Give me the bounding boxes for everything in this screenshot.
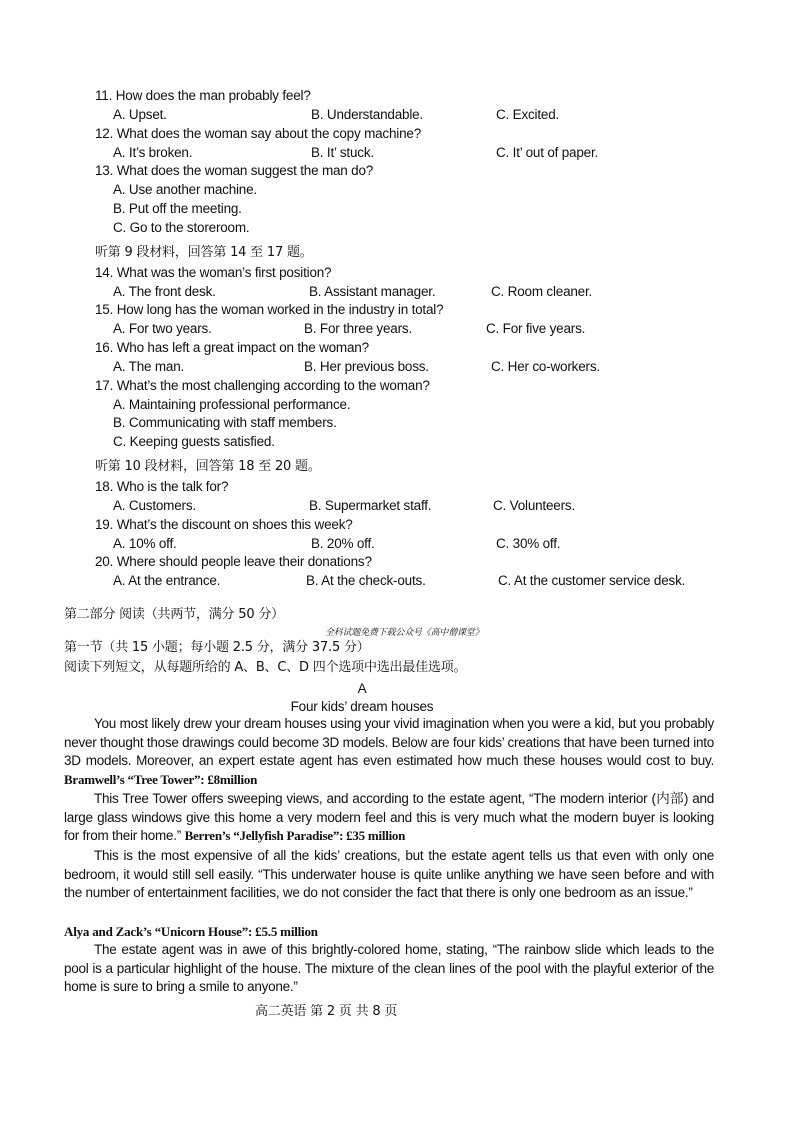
passage-paragraph: [64, 847, 714, 903]
passage-subheading: Bramwell’s “Tree Tower”: £8million: [64, 771, 258, 787]
option: C. 30% off.: [496, 536, 561, 551]
question-stem: 13. What does the woman suggest the man do?: [95, 163, 374, 178]
section-instruction: 阅读下列短文，从每题所给的 A、B、C、D 四个选项中选出最佳选项。: [64, 660, 467, 675]
question-stem: 11. How does the man probably feel?: [95, 88, 311, 103]
option: A. At the entrance.: [113, 573, 221, 588]
option: C. It’ out of paper.: [496, 145, 599, 160]
page-footer: 高二英语 第 2 页 共 8 页: [255, 1004, 398, 1019]
option: B. Assistant manager.: [309, 284, 436, 299]
passage-paragraph: [64, 790, 714, 846]
listening-instruction: 听第 10 段材料，回答第 18 至 20 题。: [95, 459, 321, 474]
option: B. It’ stuck.: [311, 145, 374, 160]
option: B. Supermarket staff.: [309, 498, 432, 513]
passage-subheading: Berren’s “Jellyfish Paradise”: £35 million: [184, 828, 406, 844]
option: A. Upset.: [113, 107, 167, 122]
passage-letter: A: [357, 681, 367, 696]
option: C. For five years.: [486, 321, 586, 336]
option: B. 20% off.: [311, 536, 375, 551]
question-stem: 16. Who has left a great impact on the woman?: [95, 340, 369, 355]
option: B. Understandable.: [311, 107, 423, 122]
option: A. Maintaining professional performance.: [113, 397, 351, 412]
paragraph-text: The estate agent was in awe of this brightly-colored home, stating, “The rainbow slide which leads to the pool is a particular highlight of the house. The mixture of the clean lines of the pool with the playful exterior of the home is sure to bring a smile to anyone.”: [64, 942, 714, 995]
question-stem: 14. What was the woman’s first position?: [95, 265, 332, 280]
option: C. Excited.: [496, 107, 560, 122]
passage-title: Four kids’ dream houses: [290, 699, 434, 714]
passage-paragraph: [64, 941, 714, 997]
question-stem: 15. How long has the woman worked in the industry in total?: [95, 302, 444, 317]
option: A. The front desk.: [113, 284, 216, 299]
option: A. Use another machine.: [113, 182, 257, 197]
option: A. 10% off.: [113, 536, 177, 551]
option: C. Her co-workers.: [491, 359, 600, 374]
question-stem: 19. What’s the discount on shoes this week?: [95, 517, 353, 532]
option: B. Put off the meeting.: [113, 201, 242, 216]
passage-subheading: Alya and Zack’s “Unicorn House”: £5.5 million: [64, 924, 318, 939]
question-stem: 20. Where should people leave their donations?: [95, 554, 372, 569]
option: A. Customers.: [113, 498, 196, 513]
option: B. Communicating with staff members.: [113, 415, 337, 430]
paragraph-text: You most likely drew your dream houses using your vivid imagination when you were a kid, but you probably never thought those drawings could become 3D models. Below are four kids’ creations that have been turned into 3D models. Moreover, an expert estate agent has even estimated how much these houses would cost to buy.: [64, 716, 714, 769]
question-stem: 12. What does the woman say about the copy machine?: [95, 126, 422, 141]
question-stem: 18. Who is the talk for?: [95, 479, 229, 494]
option: C. At the customer service desk.: [498, 573, 686, 588]
part-title: 第二部分 阅读（共两节，满分 50 分）: [64, 607, 284, 622]
option: B. For three years.: [304, 321, 412, 336]
question-stem: 17. What’s the most challenging according to the woman?: [95, 378, 430, 393]
option: A. For two years.: [113, 321, 212, 336]
option: B. Her previous boss.: [304, 359, 429, 374]
section-title: 第一节（共 15 小题；每小题 2.5 分，满分 37.5 分）: [64, 640, 370, 655]
passage-paragraph: [64, 715, 714, 789]
paragraph-text: This Tree Tower offers sweeping views, and according to the estate agent, “The modern interior (内部) and large glass windows give this home a very modern feel and this is very much what the modern buyer is looking for from their home.”: [64, 791, 714, 844]
option: A. It’s broken.: [113, 145, 193, 160]
option: C. Go to the storeroom.: [113, 220, 250, 235]
listening-instruction: 听第 9 段材料，回答第 14 至 17 题。: [95, 245, 313, 260]
paragraph-text: This is the most expensive of all the kids’ creations, but the estate agent tells us that even with only one bedroom, it would still sell easily. “This underwater house is quite unlike anything we have seen before and with the number of entertainment facilities, we do not consider the fact that there is only one bedroom as an issue.”: [64, 848, 714, 901]
option: B. At the check-outs.: [306, 573, 426, 588]
option: C. Room cleaner.: [491, 284, 593, 299]
option: C. Keeping guests satisfied.: [113, 434, 275, 449]
option: A. The man.: [113, 359, 185, 374]
watermark-text: 全科试题免费下载公众号《高中僧课堂》: [325, 628, 484, 638]
option: C. Volunteers.: [493, 498, 575, 513]
